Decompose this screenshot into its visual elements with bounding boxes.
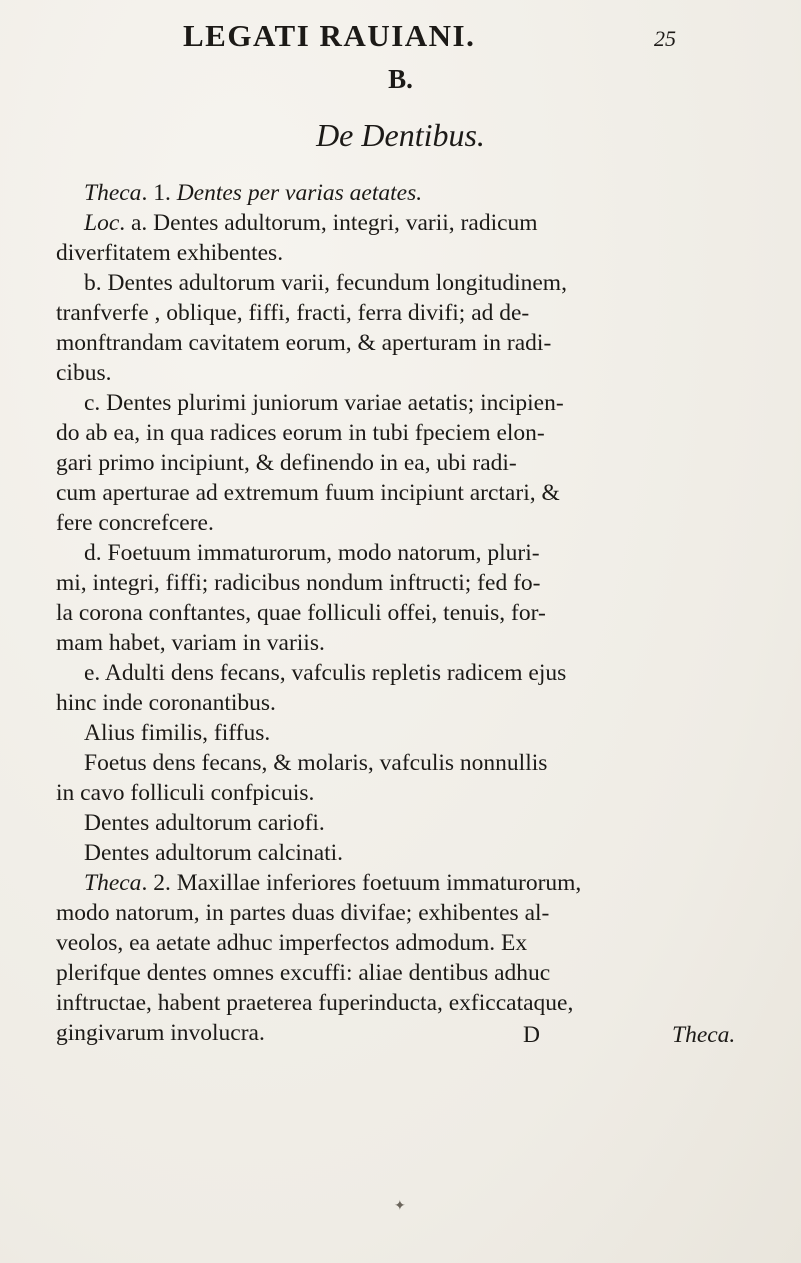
text-line: cum aperturae ad extremum fuum incipiunt arctari, & (56, 480, 560, 506)
text-line: mam habet, variam in variis. (56, 630, 325, 656)
text-line: hinc inde coronantibus. (56, 690, 276, 716)
page-header (0, 14, 801, 54)
text-line: fere concrefcere. (56, 510, 214, 536)
text-line: e. Adulti dens fecans, vafculis repletis radicem ejus (84, 660, 567, 686)
text-line: veolos, ea aetate adhuc imperfectos admodum. Ex (56, 930, 528, 956)
theca-heading: Dentes per varias aetates. (176, 180, 423, 206)
page-number: 25 (654, 26, 676, 51)
text-line: gari primo incipiunt, & definendo in ea, ubi radi- (56, 450, 517, 476)
text-line: d. Foetuum immaturorum, modo natorum, pluri- (84, 540, 540, 566)
text-line: do ab ea, in qua radices eorum in tubi fpeciem elon- (56, 420, 545, 446)
text-line: b. Dentes adultorum varii, fecundum longitudinem, (84, 270, 567, 296)
text-line: Dentes adultorum calcinati. (84, 840, 344, 866)
text-line: in cavo folliculi confpicuis. (56, 780, 315, 806)
text-line (84, 208, 538, 238)
theca-number: . 1. (141, 180, 177, 206)
text-line: c. Dentes plurimi juniorum variae aetatis; incipien- (84, 390, 564, 416)
section-title: De Dentibus. (316, 117, 485, 153)
theca-label: Theca (84, 870, 142, 896)
text-line: gingivarum involucra. (56, 1020, 265, 1046)
text-line: mi, integri, fiffi; radicibus nondum inftructi; fed fo- (56, 570, 541, 596)
text-line: plerifque dentes omnes excuffi: aliae dentibus adhuc (56, 960, 551, 986)
text-line: Dentes adultorum cariofi. (84, 810, 325, 836)
signature-mark: D (523, 1022, 540, 1048)
text-line (84, 178, 422, 208)
text-line (84, 868, 581, 898)
text-line: monftrandam cavitatem eorum, & aperturam in radi- (56, 330, 552, 356)
text-line: cibus. (56, 360, 112, 386)
printers-ornament-icon: ✦ (394, 1199, 406, 1214)
line-text: . a. Dentes adultorum, integri, varii, radicum (119, 210, 538, 236)
text-line: Foetus dens fecans, & molaris, vafculis nonnullis (84, 750, 548, 776)
catchword: Theca. (672, 1022, 736, 1048)
text-line: modo natorum, in partes duas divifae; exhibentes al- (56, 900, 550, 926)
line-text: . 2. Maxillae inferiores foetuum immaturorum, (141, 870, 582, 896)
theca-label: Theca (84, 180, 142, 206)
loc-label: Loc (84, 210, 120, 236)
text-line: Alius fimilis, fiffus. (84, 720, 271, 746)
text-line: la corona conftantes, quae folliculi offei, tenuis, for- (56, 600, 546, 626)
running-title: LEGATI RAUIANI. (183, 18, 476, 53)
text-line: inftructae, habent praeterea fuperinducta, exficcataque, (56, 990, 574, 1016)
text-line: tranfverfe , oblique, fiffi, fracti, ferra divifi; ad de- (56, 300, 530, 326)
text-line: diverfitatem exhibentes. (56, 240, 284, 266)
section-letter: B. (388, 64, 413, 94)
